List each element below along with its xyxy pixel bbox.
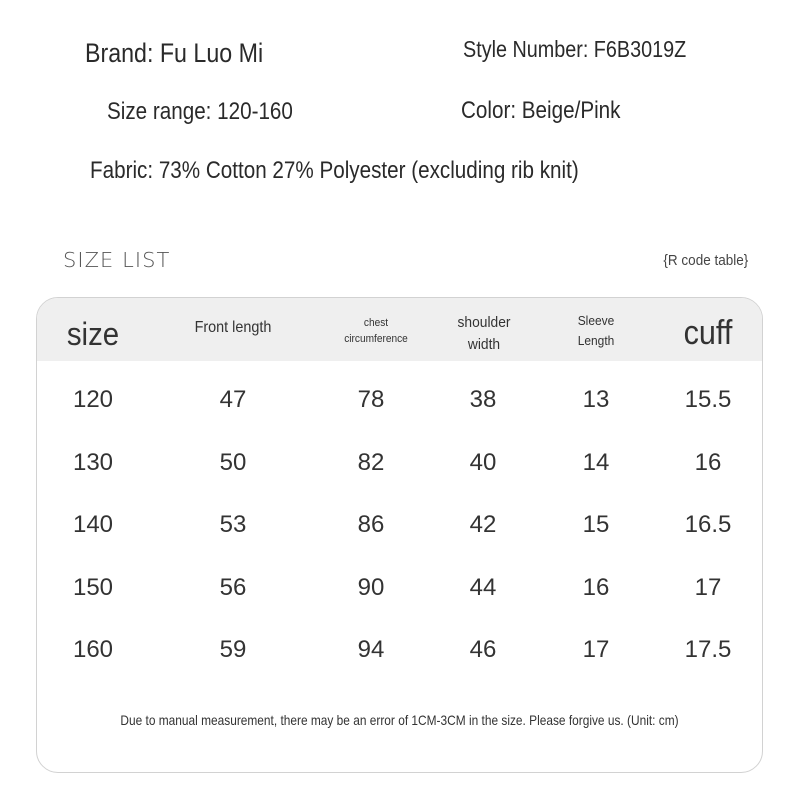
header-shoulder-line2: width — [467, 336, 501, 353]
header-chest-line1: chest — [363, 317, 389, 329]
cell-front-length: 50 — [219, 448, 247, 476]
brand-label: Brand: Fu Luo Mi — [85, 38, 264, 68]
cell-chest: 86 — [357, 511, 385, 538]
cell-sleeve: 16 — [582, 573, 610, 601]
cell-shoulder: 46 — [469, 636, 497, 663]
cell-chest: 78 — [357, 386, 385, 413]
header-front-length: Front length — [194, 319, 272, 336]
header-sleeve-line2: Length — [577, 333, 615, 348]
cell-size: 140 — [72, 511, 114, 538]
header-size: size — [66, 316, 120, 352]
r-code-label: {R code table} — [663, 252, 748, 269]
cell-cuff: 17.5 — [684, 636, 732, 663]
header-sleeve-length — [578, 311, 615, 351]
cell-front-length: 59 — [219, 636, 247, 663]
cell-sleeve: 15 — [582, 511, 610, 538]
cell-size: 160 — [72, 636, 114, 663]
cell-size: 130 — [72, 448, 114, 476]
cell-chest: 82 — [357, 448, 385, 476]
header-cuff: cuff — [683, 314, 733, 352]
cell-cuff: 16.5 — [684, 511, 732, 538]
cell-shoulder: 44 — [469, 573, 497, 601]
cell-cuff: 17 — [694, 573, 722, 601]
header-chest-circumference — [344, 315, 408, 347]
header-shoulder-width — [458, 312, 511, 356]
cell-cuff: 16 — [694, 448, 722, 476]
size-table-header — [37, 298, 762, 361]
cell-front-length: 47 — [219, 386, 247, 413]
size-range-label: Size range: 120-160 — [107, 98, 293, 125]
cell-size: 150 — [72, 573, 114, 601]
color-label: Color: Beige/Pink — [461, 97, 621, 124]
header-shoulder-line1: shoulder — [457, 314, 511, 331]
style-number-label: Style Number: F6B3019Z — [463, 36, 687, 62]
size-list-title: SIZE LIST — [63, 248, 171, 272]
cell-chest: 90 — [357, 573, 385, 601]
cell-sleeve: 14 — [582, 448, 610, 476]
cell-chest: 94 — [357, 636, 385, 663]
cell-front-length: 56 — [219, 573, 247, 601]
header-chest-line2: circumference — [344, 333, 408, 345]
cell-shoulder: 42 — [469, 511, 497, 538]
cell-size: 120 — [72, 386, 114, 413]
cell-sleeve: 13 — [582, 386, 610, 413]
fabric-label: Fabric: 73% Cotton 27% Polyester (excluding rib knit) — [90, 157, 579, 184]
cell-cuff: 15.5 — [684, 386, 732, 413]
cell-shoulder: 40 — [469, 448, 497, 476]
header-sleeve-line1: Sleeve — [577, 313, 615, 328]
cell-front-length: 53 — [219, 511, 247, 538]
size-table-card — [36, 297, 763, 773]
cell-sleeve: 17 — [582, 636, 610, 663]
cell-shoulder: 38 — [469, 386, 497, 413]
measurement-note: Due to manual measurement, there may be an error of 1CM-3CM in the size. Please forgive us. (Unit: cm) — [120, 712, 679, 728]
